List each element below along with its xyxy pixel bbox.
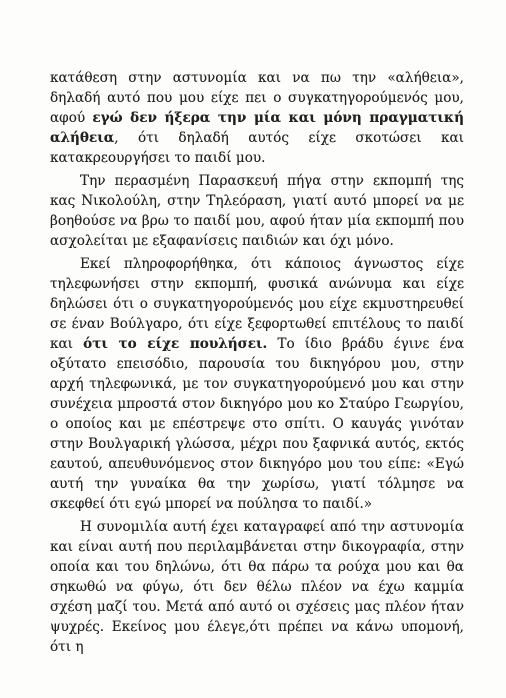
text-segment: Το ίδιο βράδυ έγινε ένα οξύτατο επεισόδιο, παρουσία του δικηγόρου μου, στην αρχή τηλεφωνικά, με τον συγκατηγορούμενό μου και στην συνέχεια μπροστά στον δικηγόρο μου κο Σταύρο Γεωργίου, ο οποίος και με επέστρεψε στο σπίτι. Ο καυγάς γινόταν στην Βουλγαρική γλώσσα, μέχρι που ξαφνικά αυτός, εκτός εαυτού, απευθυνόμενος στον δικηγόρο μου του είπε: «Εγώ αυτή την γυναίκα θα την χωρίσω, γιατί τόλμησε να σκεφθεί ότι εγώ μπορεί να πούλησα το παιδί.» <box>50 336 465 512</box>
text-segment: κατάθεση στην αστυνομία και να πω την «αλήθεια», δηλαδή αυτό που μου είχε πει ο συγκατηγορούμενός μου, αφού <box>50 70 464 126</box>
text-segment: Την περασμένη Παρασκευή πήγα στην εκπομπή της κας Νικολούλη, στην Τηλεόραση, γιατί αυτό μπορεί να με βοηθούσε να βρω το παιδί μου, αφού ήταν μία εκπομπή που ασχολείται με εξαφανίσεις παιδιών και όχι μόνο. <box>50 173 464 249</box>
document-body <box>50 68 464 660</box>
text-segment: Η συνομιλία αυτή έχει καταγραφεί από την αστυνομία και είναι αυτή που περιλαμβάνεται στην δικογραφία, στην οποία και του δηλώνω, ότι θα πάρω τα ρούχα μου και θα σηκωθώ να φύγω, ότι δεν θέλω πλέον να έχω καμμία σχέση μαζί του. Μετά από αυτό οι σχέσεις μας πλέον ήταν ψυχρές. Εκείνος μου έλεγε,ότι πρέπει να κάνω υπομονή, ότι η <box>50 519 464 655</box>
paragraph-1 <box>50 68 464 168</box>
bold-text-segment: εγώ δεν ήξερα την μία και μόνη πραγματική αλήθεια <box>50 110 464 146</box>
bold-text-segment: ότι το είχε πουλήσει. <box>83 336 268 352</box>
paragraph-3 <box>50 254 464 514</box>
paragraph-2 <box>50 171 464 251</box>
paragraph-4 <box>50 517 464 657</box>
text-segment: , ότι δηλαδή αυτός είχε σκοτώσει και κατακρεουργήσει το παιδί μου. <box>50 130 464 166</box>
text-segment: Εκεί πληροφορήθηκα, ότι κάποιος άγνωστος είχε τηλεφωνήσει στην εκπομπή, φυσικά ανώνυμα και είχε δηλώσει ότι ο συγκατηγορούμενός μου είχε εκμυστηρευθεί σε έναν Βούλγαρο, ότι είχε ξεφορτωθεί επιτέλους το παιδί και <box>50 256 464 352</box>
